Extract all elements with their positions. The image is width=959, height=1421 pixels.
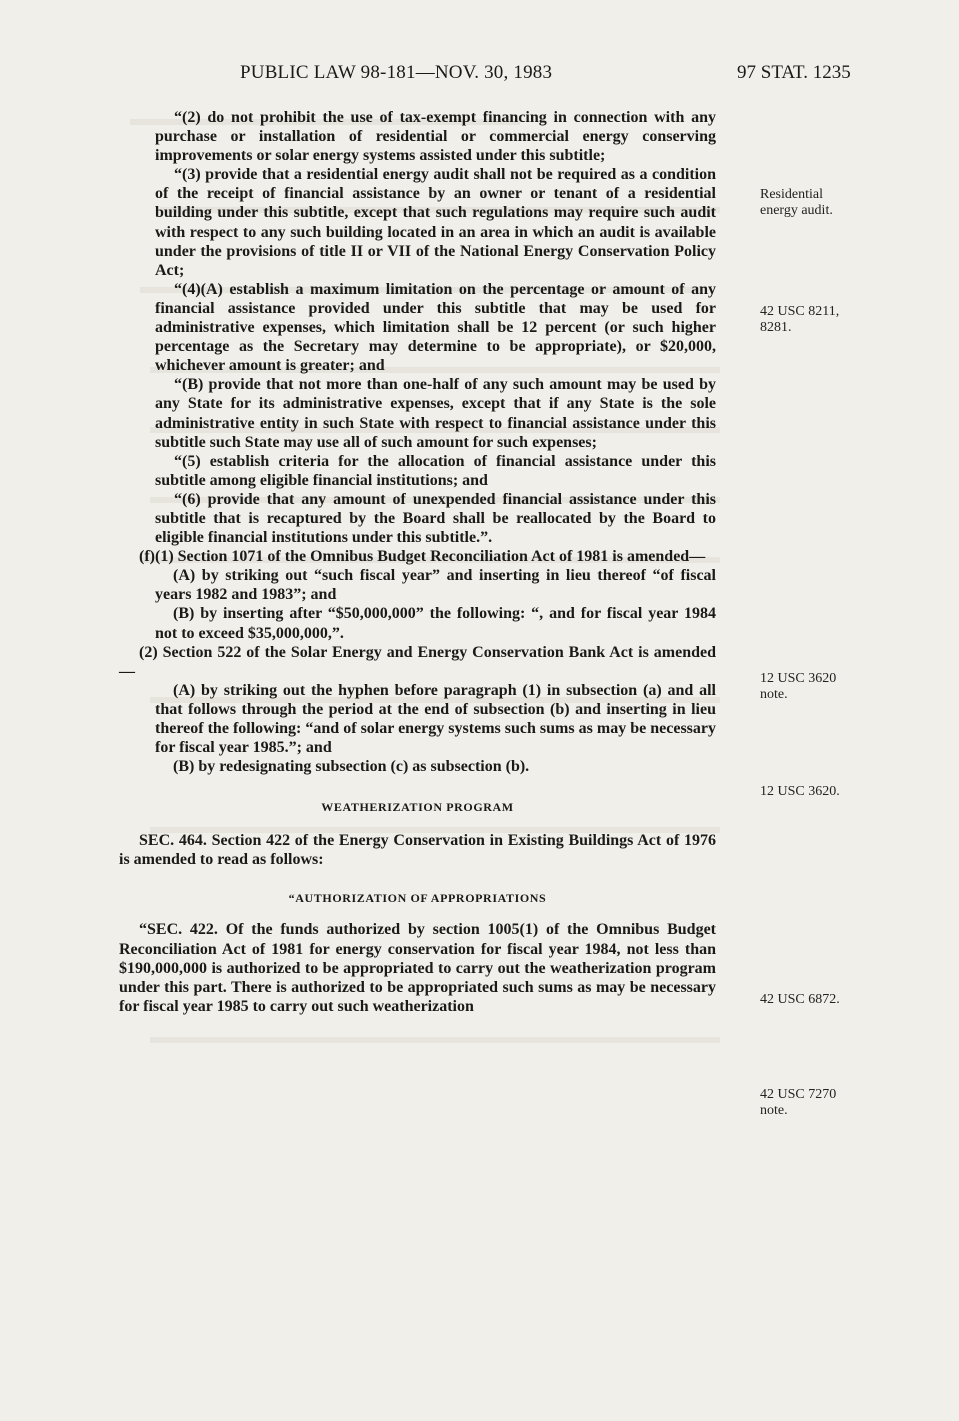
paragraph-4b: “(B) provide that not more than one-half of any such amount may be used by any State for its administrative expenses, except that if any State is the sole administrative entity in such State with respect to financial assistance under this subtitle such State may use all of such amount for such expenses;	[155, 376, 716, 451]
section-422: “SEC. 422. Of the funds authorized by section 1005(1) of the Omnibus Budget Reconciliation Act of 1981 for energy conservation for fiscal year 1984, not less than $190,000,000 is authorized to be appropriated to carry out the weatherization program under this part. There is authorized to be appropriated such sums as may be necessary for fiscal year 1985 to carry out such weatherization	[119, 921, 716, 1015]
statute-page-number: 97 STAT. 1235	[737, 62, 851, 83]
paragraph-f1b: (B) by inserting after “$50,000,000” the following: “, and for fiscal year 1984 not to exceed $35,000,000,”.	[155, 605, 716, 642]
margin-note-line: 8281.	[760, 320, 792, 335]
paragraph-5: “(5) establish criteria for the allocation of financial assistance under this subtitle among eligible financial institutions; and	[155, 452, 716, 489]
margin-note-42-usc-7270	[760, 1087, 836, 1119]
section-464: SEC. 464. Section 422 of the Energy Conservation in Existing Buildings Act of 1976 is amended to read as follows:	[119, 832, 716, 869]
heading-authorization: “AUTHORIZATION OF APPROPRIATIONS	[288, 891, 547, 906]
margin-note-12-usc-3620	[760, 784, 840, 800]
heading-weatherization: WEATHERIZATION PROGRAM	[321, 800, 514, 815]
margin-note-line: 42 USC 6872.	[760, 992, 840, 1007]
margin-note-line: energy audit.	[760, 203, 833, 218]
margin-note-line: note.	[760, 687, 788, 702]
margin-note-12-usc-3620-note	[760, 671, 836, 703]
margin-note-line: 42 USC 7270	[760, 1087, 837, 1102]
margin-note-line: Residential	[760, 187, 823, 202]
margin-note-residential-audit	[760, 187, 833, 219]
margin-note-line: 12 USC 3620	[760, 671, 837, 686]
paragraph-f1: (f)(1) Section 1071 of the Omnibus Budget Reconciliation Act of 1981 is amended—	[139, 548, 706, 566]
paragraph-3: “(3) provide that a residential energy audit shall not be required as a condition of the receipt of financial assistance by an owner or tenant of a residential building under this subtitle, except that such regulations may require such audit with respect to any such building located in an area in which an audit is available under the provisions of title II or VII of the National Energy Conservation Policy Act;	[155, 166, 716, 279]
document-body	[119, 108, 716, 1016]
margin-note-42-usc-6872	[760, 992, 840, 1008]
paragraph-6: “(6) provide that any amount of unexpended financial assistance under this subtitle that is recaptured by the Board shall be reallocated by the Board to eligible financial institutions under this subtitle.”.	[155, 490, 716, 547]
paragraph-2: “(2) do not prohibit the use of tax-exempt financing in connection with any purchase or installation of residential or commercial energy conserving improvements or solar energy systems assisted under this subtitle;	[155, 109, 716, 165]
paragraph-f2b: (B) by redesignating subsection (c) as subsection (b).	[173, 758, 530, 776]
paragraph-f1a: (A) by striking out “such fiscal year” and inserting in lieu thereof “of fiscal years 1982 and 1983”; and	[155, 567, 716, 604]
margin-note-line: note.	[760, 1103, 788, 1118]
paragraph-f2: (2) Section 522 of the Solar Energy and Energy Conservation Bank Act is amended—	[119, 643, 716, 680]
margin-note-line: 12 USC 3620.	[760, 784, 840, 799]
page-header	[0, 62, 959, 90]
margin-note-line: 42 USC 8211,	[760, 304, 840, 319]
margin-note-42-usc-8211	[760, 304, 839, 336]
page-title: PUBLIC LAW 98-181—NOV. 30, 1983	[240, 62, 553, 83]
paragraph-f2a: (A) by striking out the hyphen before paragraph (1) in subsection (a) and all that follows through the period at the end of subsection (b) and inserting in lieu thereof the following: “and of solar energy systems such sums as may be necessary for fiscal year 1985.”; and	[155, 681, 716, 757]
paragraph-4a: “(4)(A) establish a maximum limitation on the percentage or amount of any financial assistance provided under this subtitle that may be used for administrative expenses, which limitation shall be 12 percent (or such higher percentage as the Secretary may determine to be appropriate), or $20,000, whichever amount is greater; and	[155, 280, 716, 375]
